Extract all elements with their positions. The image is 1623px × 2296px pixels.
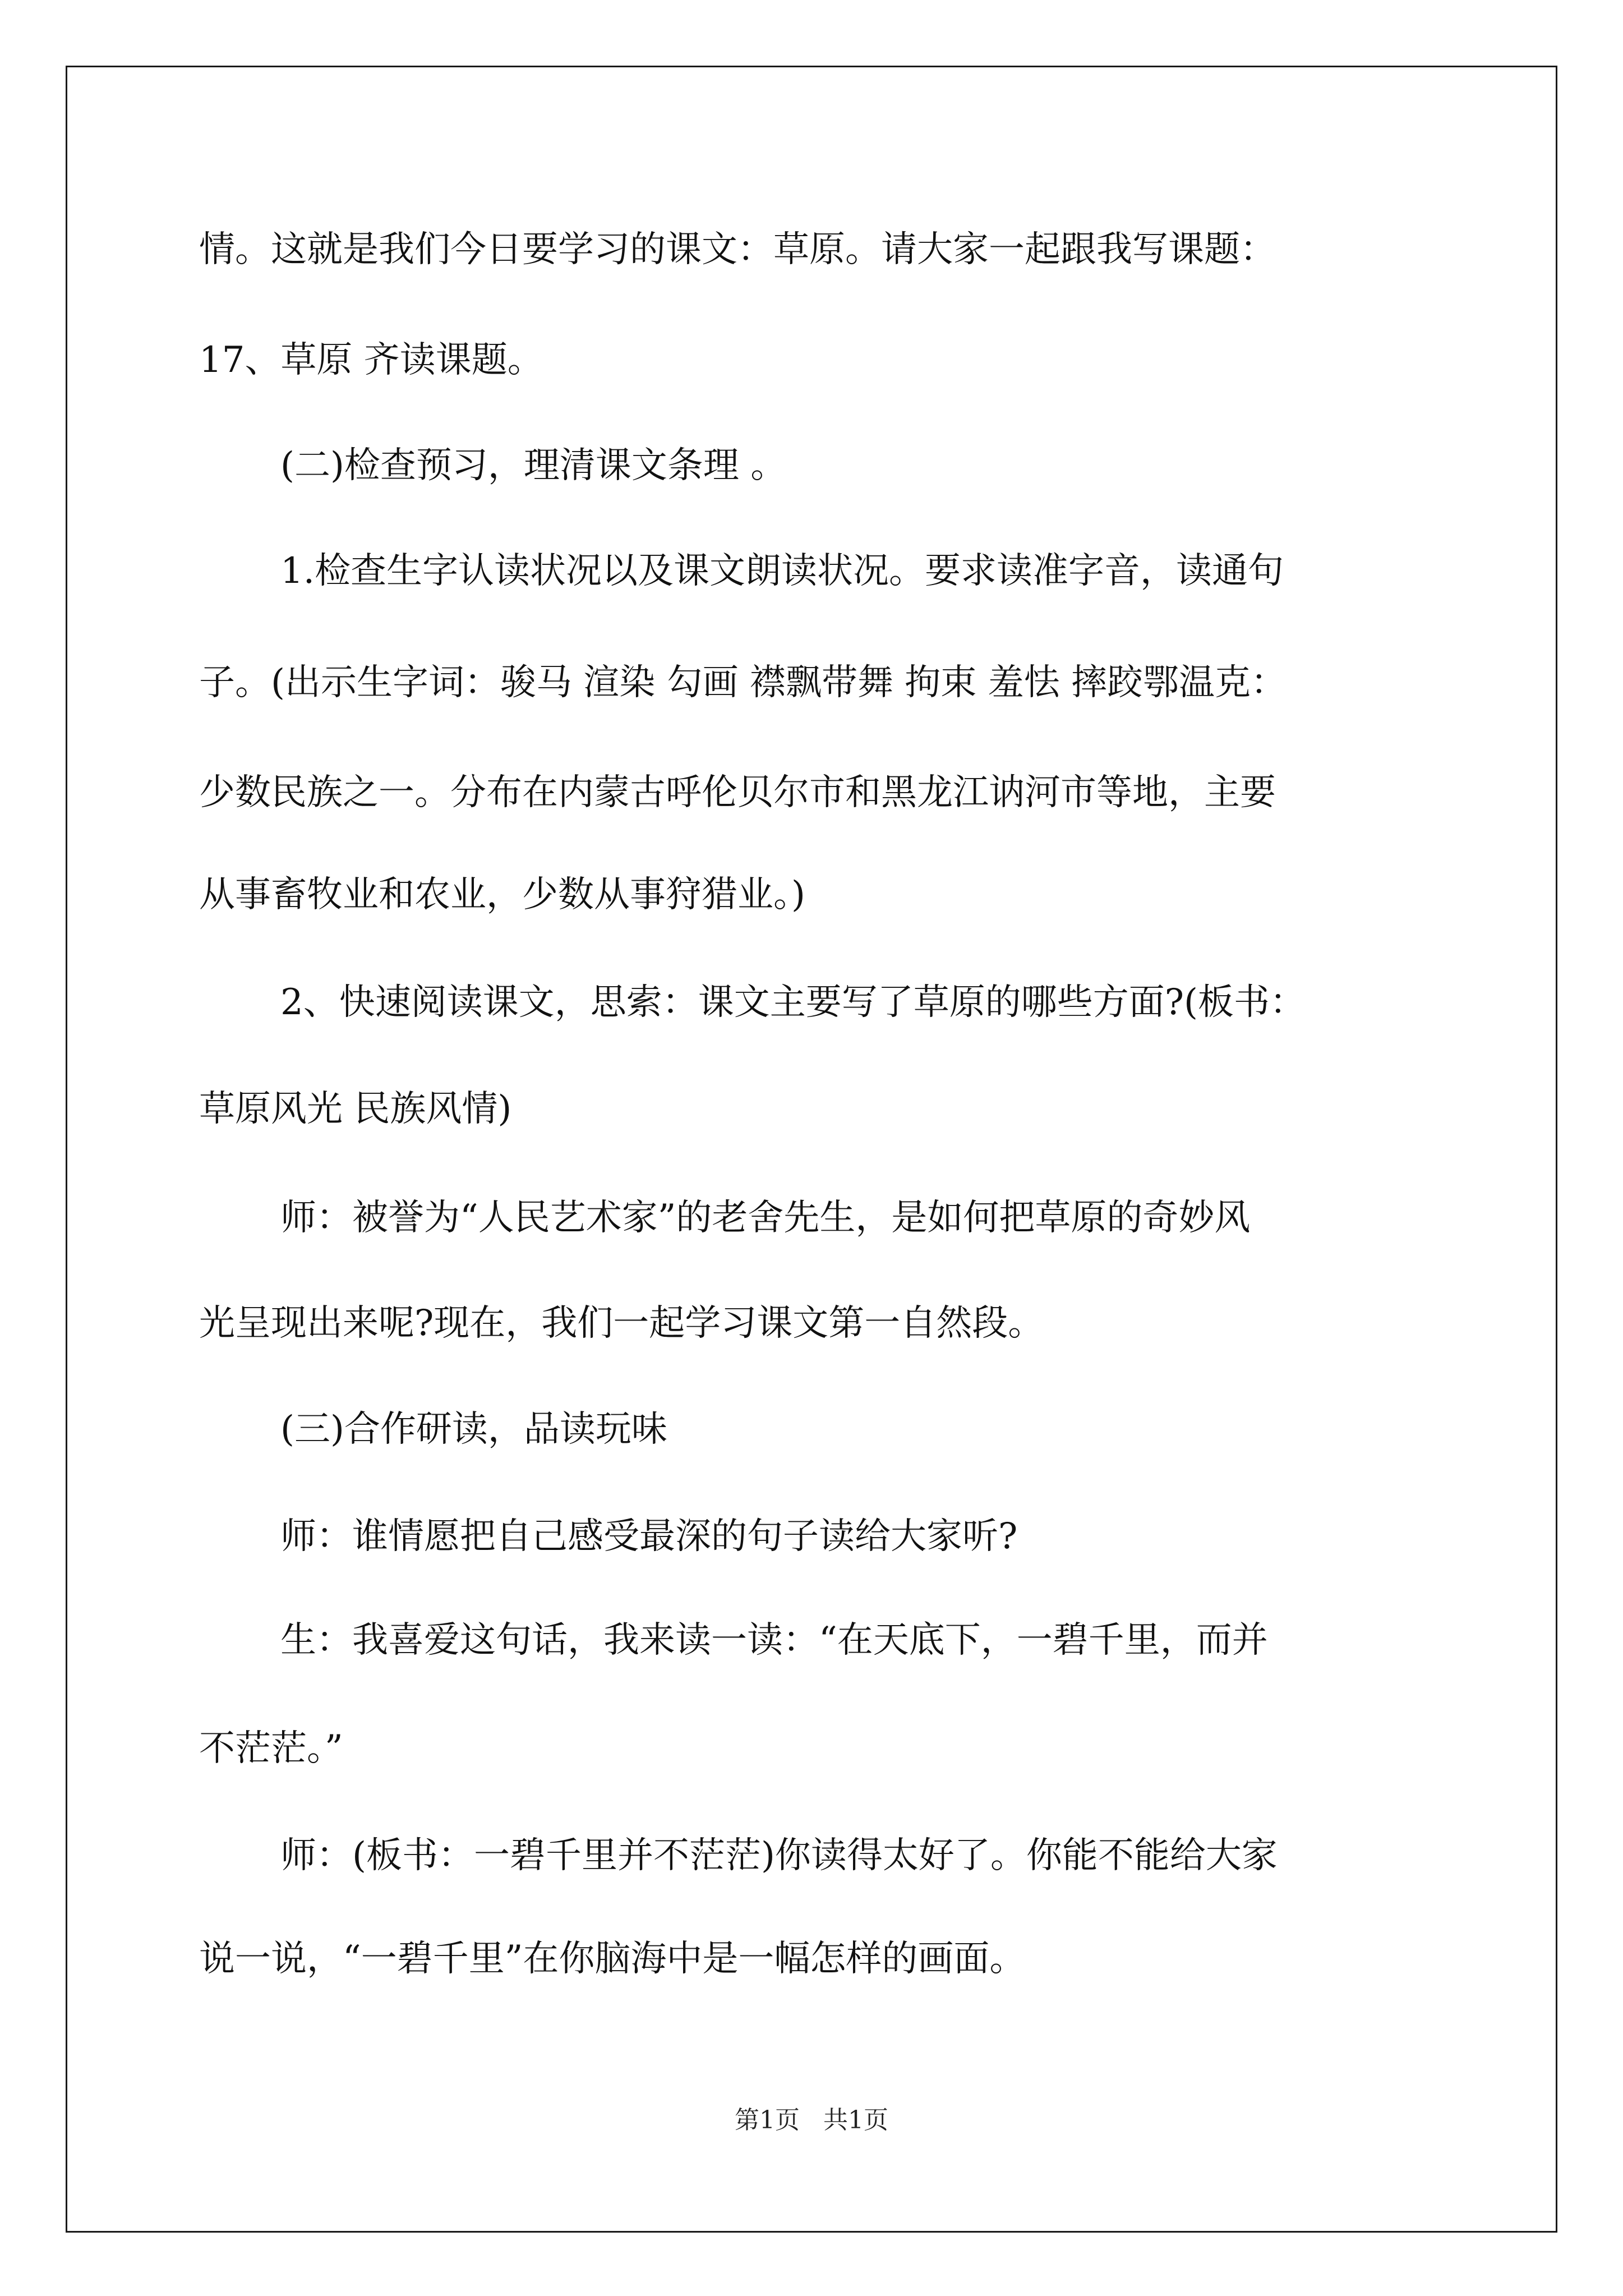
text-line: 师：(板书：一碧千里并不茫茫)你读得太好了。你能不能给大家 [280,1835,1278,1876]
text-line: 师：被誉为“人民艺术家”的老舍先生，是如何把草原的奇妙风 [280,1197,1251,1239]
text-line: 子。(出示生字词：骏马 渲染 勾画 襟飘带舞 拘束 羞怯 摔跤鄂温克： [199,662,1287,703]
text-line: 少数民族之一。分布在内蒙古呼伦贝尔市和黑龙江讷河市等地，主要 [199,772,1276,813]
text-line: 1.检查生字认读状况以及课文朗读状况。要求读准字音，读通句 [280,550,1284,592]
text-line: 说一说，“一碧千里”在你脑海中是一幅怎样的画面。 [199,1938,1026,1980]
page-border [66,66,1557,2233]
text-line: 情。这就是我们今日要学习的课文：草原。请大家一起跟我写课题： [199,229,1276,270]
text-line: 不茫茫。” [199,1728,343,1769]
text-line: 生：我喜爱这句话，我来读一读：“在天底下，一碧千里，而并 [280,1619,1268,1661]
text-line: 师：谁情愿把自己感受最深的句子读给大家听? [280,1516,1018,1557]
text-line: 2、快速阅读课文，思索：课文主要写了草原的哪些方面?(板书： [280,982,1306,1023]
text-line: 从事畜牧业和农业，少数从事狩猎业。) [199,874,805,915]
text-line: (三)合作研读，品读玩味 [280,1409,667,1450]
text-line: 光呈现出来呢?现在，我们一起学习课文第一自然段。 [199,1303,1044,1344]
text-line: (二)检查预习，理清课文条理 。 [280,445,787,486]
text-line: 17、草原 齐读课题。 [199,339,543,381]
text-line: 草原风光 民族风情) [199,1088,512,1130]
page-footer: 第1页 共1页 [735,2106,888,2134]
